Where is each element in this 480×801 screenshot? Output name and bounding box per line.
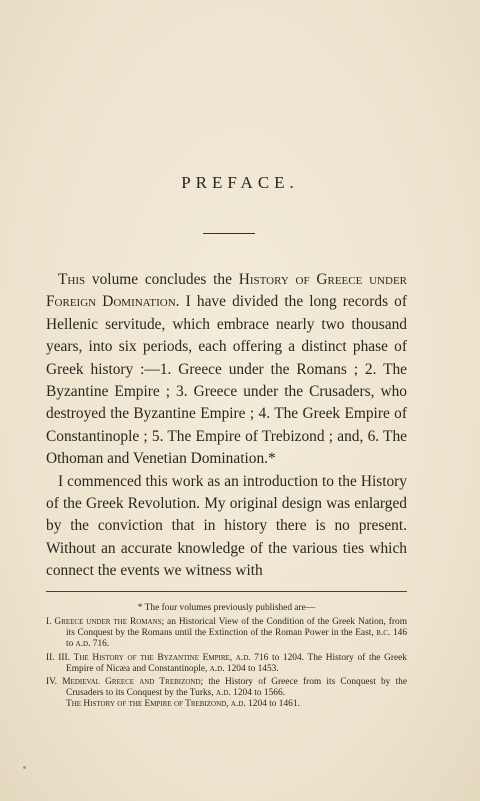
footnote-item: [46, 617, 407, 650]
footnote-subentry: [66, 699, 407, 710]
footnote-run: Greece under the Romans: [54, 616, 162, 627]
page-title: PREFACE.: [181, 173, 299, 192]
footnote-sub-run: a.d.: [230, 699, 246, 710]
footnote-list: [46, 617, 407, 710]
footnote-item: [46, 653, 407, 675]
footnote-number: I.: [46, 616, 55, 627]
paragraph-1-run: I have divided the long records of Hellenic servitude, which embrace nearly two thousand years, into six periods, each offering a distinct phase of Greek history :—1. Greece under the Romans ; 2. The Byzantine Empire ; 3. Greece under the Crusaders, who destroyed the Byzantine Empire ; 4. The Greek Empire of Constantinople ; 5. The Empire of Trebizond ; and, 6. The Othoman and Venetian Domination.*: [46, 293, 407, 468]
paragraph-1-run: This: [58, 271, 86, 288]
footnote-rule: [46, 591, 407, 592]
paragraph-2: I commenced this work as an introduction to the History of the Greek Revolution. My original design was enlarged by the conviction that in history there is no present. Without an accurate knowledge of the various ties which connect the events we witness with: [46, 472, 407, 580]
footnote-run: 716.: [90, 638, 110, 649]
footnotes: [46, 603, 407, 713]
footnote-run: b.c.: [376, 627, 391, 638]
footnote-number: II. III.: [46, 652, 74, 663]
footnote-run: The History of the Byzantine Empire,: [73, 652, 233, 663]
footnote-run: ; the History of Greece from its Conquest by the Crusaders to its Conquest by the Turks,: [66, 677, 407, 699]
page-speck: [23, 766, 26, 769]
footnote-sub-run: The History of the Empire of Trebizond,: [66, 699, 229, 710]
footnote-intro: * The four volumes previously published are—: [137, 603, 316, 613]
footnote-number: IV.: [46, 677, 63, 688]
paragraph-1: [46, 269, 407, 471]
title-rule: [203, 233, 255, 234]
footnote-run: 1204 to 1566.: [230, 688, 285, 699]
footnote-run: 146 to: [66, 627, 408, 649]
footnote-run: 1204 to 1453.: [224, 663, 279, 674]
footnote-run: a.d.: [209, 663, 225, 674]
footnote-run: a.d.: [75, 638, 91, 649]
body-text: [46, 269, 407, 583]
paragraph-1-run: History of Greece under Foreign Domination.: [46, 271, 407, 311]
footnote-item: [46, 677, 407, 710]
footnote-run: ; an Historical View of the Condition of the Greek Nation, from its Conquest by the Romans until the Extinction of the Roman Power in the East,: [66, 616, 407, 638]
paragraph-1-run: volume concludes the: [85, 271, 239, 288]
footnote-run: a.d.: [216, 688, 231, 699]
footnote-run: a.d.: [235, 652, 251, 663]
footnote-sub-run: 1204 to 1461.: [245, 699, 300, 710]
footnote-run: 716 to 1204. The History of the Greek Empire of Nicæa and Constantinople,: [66, 652, 407, 674]
footnote-run: Medieval Greece and Trebizond: [62, 677, 201, 688]
